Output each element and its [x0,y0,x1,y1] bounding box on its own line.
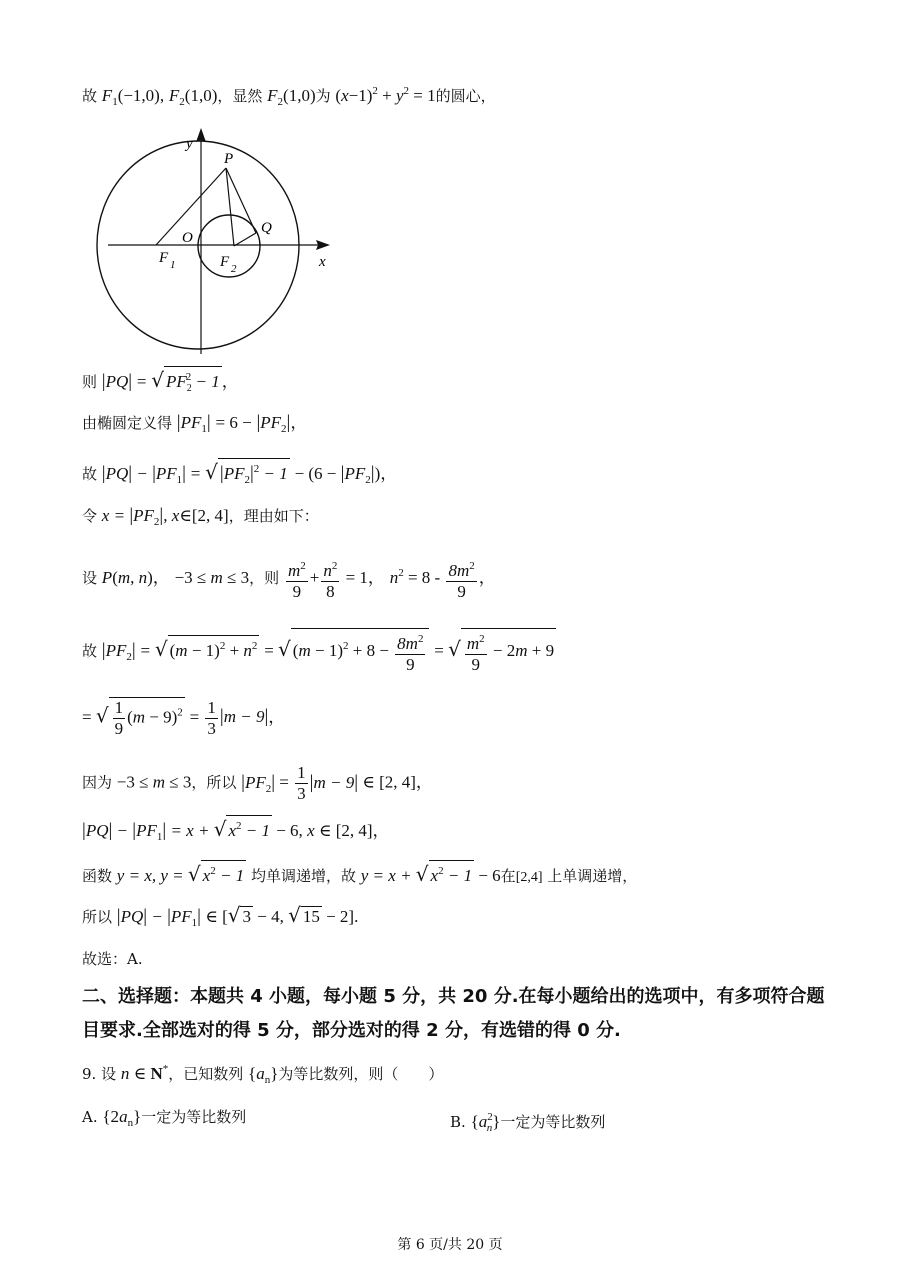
y-axis-arrow [196,128,206,142]
page-footer: 第 6 页/共 20 页 [397,1237,503,1253]
option-a[interactable]: A. $\{2a_n\}$一定为等比数列 [82,1107,247,1129]
segment-f2q [234,233,256,246]
line-ellipse-def: 由椭圆定义得 $|PF_1| = 6 - |PF_2|$， [82,412,308,435]
line-foci: 故 $F_1(-1,0)$, $F_2(1,0)$，显然 $F_2(1,0)$为 $(x-1)^2 + y^2 = 1$的圆心， [82,85,496,108]
origin-label: O [182,230,193,246]
line-monotone: 函数 y = x, y = √ $x^2 - 1$ 均单调递增，故 y = x + √ $x^2 - 1 - 6$在[2,4] 上单调递增， [82,862,638,886]
ellipse-figure [96,122,346,360]
option-b[interactable]: B. $\{a^2_n\}$一定为等比数列 [450,1111,606,1134]
line-simplify: = √ $\frac{1}{9}$ $(m - 9)^2$ = $\frac{1}{3}$ |m − 9|， [82,697,286,738]
question-9-stem: 9. 设 n ∈ N*，已知数列 $\{a_n\}$为等比数列，则（ ） [82,1063,444,1086]
line-answer: 故选：A. [82,950,143,968]
line-result: 所以 $|PQ| - |PF_1|$ ∈ [√ 3 − 4, √ 15 − 2]. [82,903,359,929]
line-pf2-expand: 故 $|PF_2|$ = √ $(m - 1)^2 + n^2$ = √ $(m - 1)^2 + 8$ − $\frac{8m^2}{9}$ = √ $\frac{m^2}{9}$ − 2m + 9 [82,628,556,675]
line-range: 因为 −3 ≤ m ≤ 3，所以 $|PF_2|$ = $\frac{1}{3}$ |m − 9| ∈ [2, 4]， [82,763,433,803]
line-let-x: 令 $x = |PF_2|$, x∈[2, 4]，理由如下： [82,505,319,528]
f2-label: F [220,254,230,270]
line-pq: 则 |PQ| = √ $PF_2^2 - 1$ ， [82,366,239,399]
f2-sub: 2 [231,263,237,275]
f1-label: F [159,250,169,266]
segment-pf2 [226,168,234,246]
f1-sub: 1 [170,259,176,271]
line-function: $|PQ| - |PF_1| = x$ + √ $x^2 - 1 - 6$, x ∈ [2, 4]， [82,817,390,843]
point-q-label: Q [261,220,272,236]
segment-pq [226,168,256,233]
line-set-p: 设 P(m, n)， −3 ≤ m ≤ 3，则 $\frac{m^2}{9}$ + $\frac{n^2}{8}$ = 1， $n^2 = 8$ - $\frac{8m^2}{9}$ ， [82,556,496,602]
section-heading: 二、选择题：本题共 4 小题，每小题 5 分，共 20 分.在每小题给出的选项中，有多项符合题目要求.全部选对的得 5 分，部分选对的得 2 分，有选错的得 0 分. [82,986,825,1041]
x-label: x [319,254,326,270]
point-p-label: P [224,151,234,167]
x-axis-arrow [316,240,330,250]
line-difference: 故 $|PQ| - |PF_1|$ = √ $|PF_2|^2 - 1 - (6 - |PF_2|)$， [82,458,397,491]
y-label: y [186,136,193,152]
